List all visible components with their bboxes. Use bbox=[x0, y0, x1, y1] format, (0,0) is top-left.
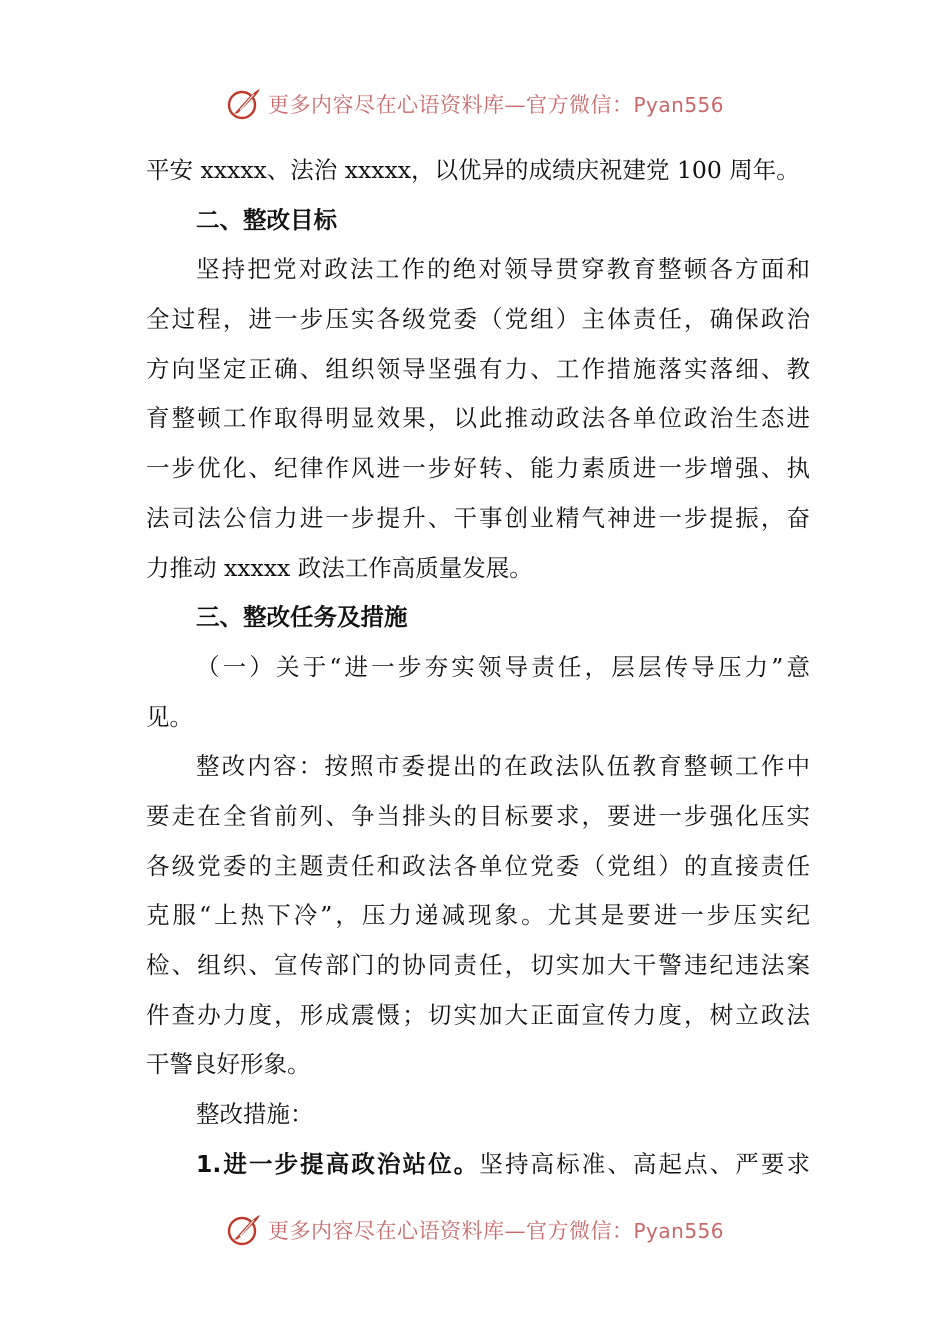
document-body bbox=[146, 146, 810, 1189]
paragraph-line: 整改措施： bbox=[196, 1100, 314, 1129]
paragraph-line: 各级党委的主题责任和政法各单位党委（党组）的直接责任 bbox=[146, 851, 810, 880]
section-heading: 二、整改目标 bbox=[196, 205, 337, 234]
header-watermark bbox=[0, 84, 950, 124]
paragraph-line: （一）关于“进一步夯实领导责任，层层传导压力”意 bbox=[196, 652, 810, 681]
paragraph-line: 检、组织、宣传部门的协同责任，切实加大干警违纪违法案 bbox=[146, 951, 810, 979]
paragraph-line: 见。 bbox=[146, 702, 193, 731]
paragraph-line: 件查办力度，形成震慑；切实加大正面宣传力度，树立政法 bbox=[146, 1000, 810, 1029]
paragraph-line: 坚持把党对政法工作的绝对领导贯穿教育整顿各方面和 bbox=[196, 255, 810, 284]
paragraph-line: 力推动 xxxxx 政法工作高质量发展。 bbox=[146, 553, 533, 582]
watermark-text: 更多内容尽在心语资料库—官方微信：Pyan556 bbox=[267, 1219, 724, 1243]
paragraph-line: 干警良好形象。 bbox=[146, 1050, 311, 1079]
paragraph-line: 平安 xxxxx、法治 xxxxx，以优异的成绩庆祝建党 100 周年。 bbox=[146, 156, 800, 184]
paragraph-line: 整改内容：按照市委提出的在政法队伍教育整顿工作中 bbox=[196, 752, 810, 781]
paragraph-line: 一步优化、纪律作风进一步好转、能力素质进一步增强、执 bbox=[146, 454, 810, 483]
measure-title: 1.进一步提高政治站位。 bbox=[196, 1149, 480, 1178]
paragraph-line bbox=[146, 1140, 810, 1190]
wechat-id: Pyan556 bbox=[633, 93, 724, 117]
wechat-id: Pyan556 bbox=[633, 1219, 724, 1243]
measure-text: 坚持高标准、高起点、严要求 bbox=[479, 1149, 810, 1178]
paragraph-line: 法司法公信力进一步提升、干事创业精气神进一步提振，奋 bbox=[146, 503, 810, 532]
quill-pen-circle-logo-icon bbox=[226, 1212, 262, 1248]
quill-pen-circle-logo-icon bbox=[226, 86, 262, 122]
paragraph-line: 克服“上热下冷”，压力递减现象。尤其是要进一步压实纪 bbox=[146, 901, 810, 930]
paragraph-line: 方向坚定正确、组织领导坚强有力、工作措施落实落细、教 bbox=[146, 354, 810, 383]
paragraph-line: 育整顿工作取得明显效果，以此推动政法各单位政治生态进 bbox=[146, 404, 810, 433]
footer-watermark bbox=[0, 1210, 950, 1250]
section-heading: 三、整改任务及措施 bbox=[196, 603, 408, 632]
paragraph-line: 全过程，进一步压实各级党委（党组）主体责任，确保政治 bbox=[146, 305, 810, 334]
paragraph-line: 要走在全省前列、争当排头的目标要求，要进一步强化压实 bbox=[146, 801, 810, 830]
watermark-text: 更多内容尽在心语资料库—官方微信：Pyan556 bbox=[267, 93, 724, 117]
